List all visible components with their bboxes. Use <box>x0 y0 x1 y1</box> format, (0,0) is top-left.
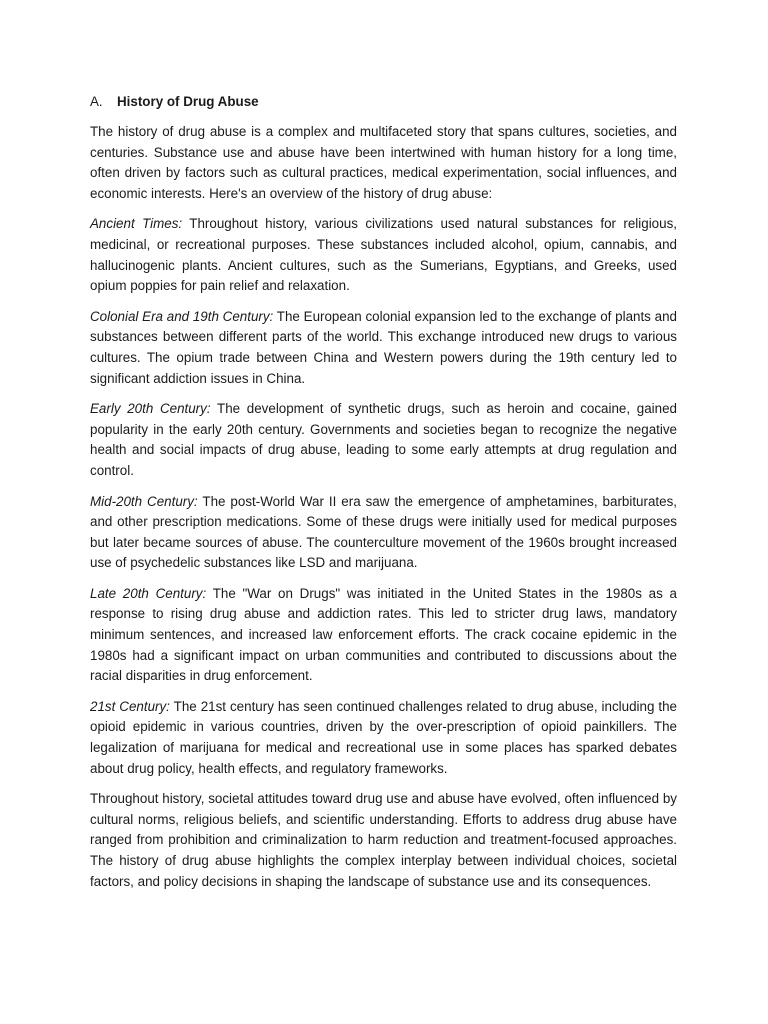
era-lead: Colonial Era and 19th Century: <box>90 308 274 324</box>
era-lead: Early 20th Century: <box>90 401 211 417</box>
section-heading <box>90 92 677 112</box>
conclusion-paragraph: Throughout history, societal attitudes toward drug use and abuse have evolved, often influenced by cultural norms, religious beliefs, and scientific understanding. Efforts to address drug abuse have ranged from prohibition and criminalization to harm reduction and treatment-focused approaches. The history of drug abuse highlights the complex interplay between individual choices, societal factors, and policy decisions in shaping the landscape of substance use and its consequences. <box>90 791 677 889</box>
era-lead: Mid-20th Century: <box>90 493 198 509</box>
document-page <box>90 92 677 902</box>
era-text: Throughout history, various civilizations used natural substances for religious, medicinal, or recreational purposes. These substances included alcohol, opium, cannabis, and hallucinogenic plants. Ancient cultures, such as the Sumerians, Egyptians, and Greeks, used opium poppies for pain relief and relaxation. <box>90 216 677 294</box>
era-text: The 21st century has seen continued challenges related to drug abuse, including the opioid epidemic in various countries, driven by the over-prescription of opioid painkillers. The legalization of marijuana for medical and recreational use in some places has sparked debates about drug policy, health effects, and regulatory frameworks. <box>90 698 678 776</box>
era-paragraph-mid-20th <box>90 492 677 574</box>
era-text: The development of synthetic drugs, such as heroin and cocaine, gained popularity in the early 20th century. Governments and societies began to recognize the negative health and social impacts of drug abuse, leading to some early attempts at drug regulation and control. <box>90 401 677 478</box>
era-lead: Ancient Times: <box>90 216 183 232</box>
era-text: The post-World War II era saw the emergence of amphetamines, barbiturates, and other prescription medications. Some of these drugs were initially used for medical purposes but later became sources of abuse. The counterculture movement of the 1960s brought increased use of psychedelic substances like LSD and marijuana. <box>90 493 677 571</box>
era-paragraph-ancient <box>90 214 677 296</box>
era-text: The "War on Drugs" was initiated in the United States in the 1980s as a response to rising drug abuse and addiction rates. This led to stricter drug laws, mandatory minimum sentences, and increased law enforcement efforts. The crack cocaine epidemic in the 1980s had a significant impact on urban communities and contributed to discussions about the racial disparities in drug enforcement. <box>90 585 677 684</box>
section-title: History of Drug Abuse <box>117 94 259 109</box>
era-paragraph-late-20th <box>90 584 677 687</box>
era-paragraph-21st <box>90 697 677 779</box>
era-paragraph-early-20th <box>90 399 677 481</box>
era-lead: 21st Century: <box>90 698 170 714</box>
era-lead: Late 20th Century: <box>90 585 207 601</box>
era-text: The European colonial expansion led to the exchange of plants and substances between different parts of the world. This exchange introduced new drugs to various cultures. The opium trade between China and Western powers during the 19th century led to significant addiction issues in China. <box>90 308 677 386</box>
section-number: A. <box>90 94 103 109</box>
intro-paragraph: The history of drug abuse is a complex and multifaceted story that spans cultures, societies, and centuries. Substance use and abuse have been intertwined with human history for a long time, often driven by factors such as cultural practices, medical experimentation, social influences, and economic interests. Here's an overview of the history of drug abuse: <box>90 124 677 201</box>
era-paragraph-colonial <box>90 307 677 389</box>
